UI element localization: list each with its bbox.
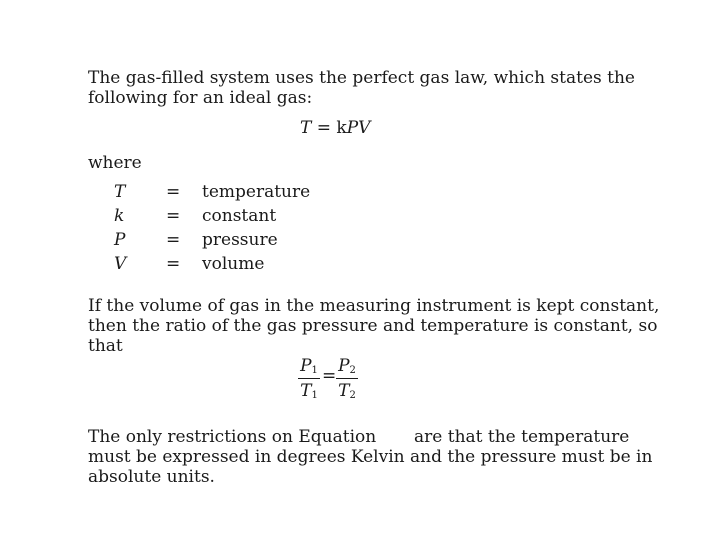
equation-lhs: T bbox=[300, 118, 312, 138]
definition-row bbox=[114, 206, 514, 230]
fraction-bar bbox=[298, 378, 320, 379]
perfect-gas-law-equation bbox=[300, 118, 370, 138]
definition-row bbox=[114, 182, 514, 206]
equation-equals: = bbox=[316, 118, 331, 138]
restrictions-paragraph: The only restrictions on Equation are that the temperature must be expressed in degrees Kelvin and the pressure must be in absolute units. bbox=[88, 427, 658, 487]
definition-meaning: constant bbox=[202, 206, 277, 226]
definition-symbol: k bbox=[114, 206, 125, 226]
definitions-list bbox=[114, 182, 514, 278]
definition-symbol: P bbox=[114, 230, 126, 250]
fraction-bar bbox=[336, 378, 358, 379]
right-numerator: $P_2$ bbox=[338, 356, 356, 376]
definition-equals: = bbox=[166, 254, 181, 274]
definition-symbol: V bbox=[114, 254, 127, 274]
definition-meaning: volume bbox=[202, 254, 265, 274]
ratio-equals: = bbox=[322, 366, 337, 386]
definition-meaning: pressure bbox=[202, 230, 278, 250]
definition-equals: = bbox=[166, 182, 181, 202]
left-fraction bbox=[298, 355, 320, 402]
intro-paragraph: The gas-filled system uses the perfect gas law, which states the following for an ideal gas: bbox=[88, 68, 635, 108]
definition-row bbox=[114, 254, 514, 278]
right-denominator: $T_2$ bbox=[338, 381, 356, 401]
definition-equals: = bbox=[166, 230, 181, 250]
right-fraction bbox=[336, 355, 358, 402]
volume-paragraph: If the volume of gas in the measuring instrument is kept constant, then the ratio of the gas pressure and temperature is constant, so that bbox=[88, 296, 660, 356]
definition-meaning: temperature bbox=[202, 182, 311, 202]
definition-row bbox=[114, 230, 514, 254]
left-denominator: $T_1$ bbox=[300, 381, 318, 401]
left-numerator: $P_1$ bbox=[300, 356, 318, 376]
definition-symbol: T bbox=[114, 182, 126, 202]
equation-constant: k bbox=[336, 118, 347, 138]
definition-equals: = bbox=[166, 206, 181, 226]
ratio-equation bbox=[298, 355, 378, 407]
equation-rhs: PV bbox=[346, 118, 371, 138]
where-label: where bbox=[88, 153, 142, 173]
